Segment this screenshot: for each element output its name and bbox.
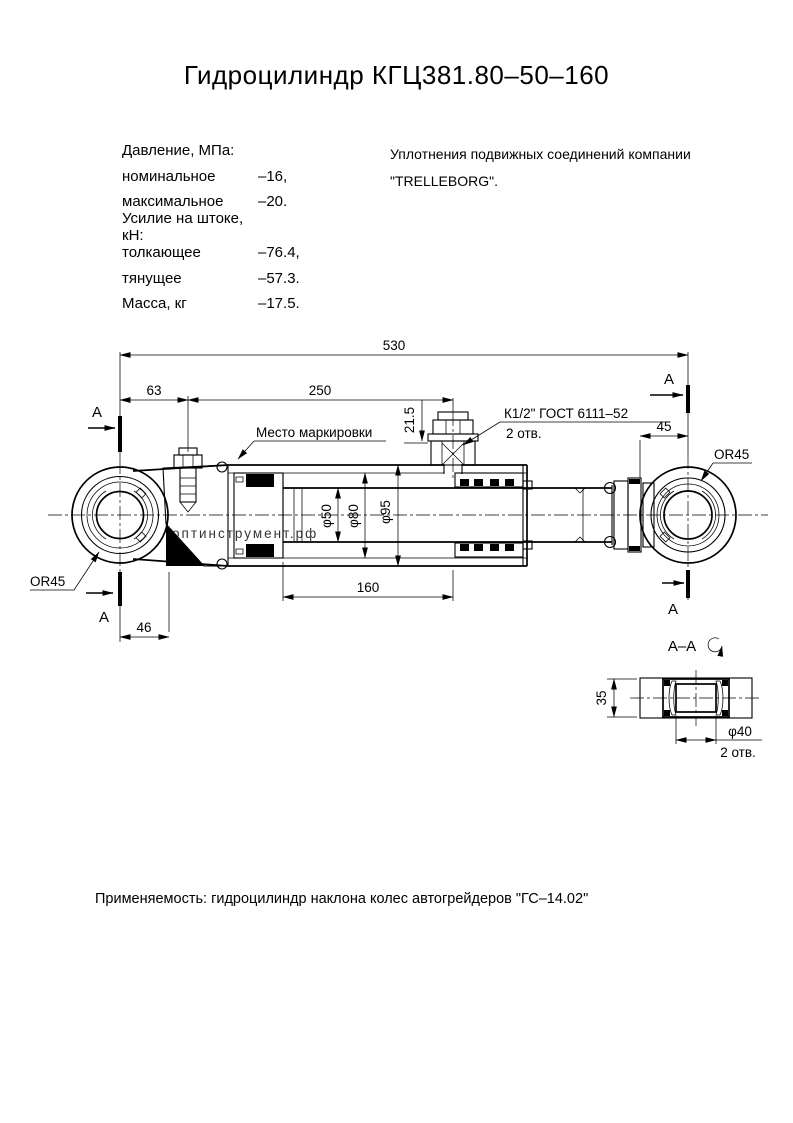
spec-label: Давление, МПа: <box>122 142 235 160</box>
spec-value: –20. <box>258 193 288 211</box>
dimensions <box>30 355 762 744</box>
rotated-section-icon <box>708 638 722 652</box>
watermark: оптинструмент.рф <box>172 526 319 541</box>
label-port-spec: К1/2" ГОСТ 6111–52 <box>504 406 629 421</box>
label-or45-left: OR45 <box>30 574 66 589</box>
page-title: Гидроцилиндр КГЦ381.80–50–160 <box>183 60 610 90</box>
dia-rod: φ50 <box>319 504 334 528</box>
dim-eye-to-port: 63 <box>146 383 162 398</box>
spec-value: –57.3. <box>258 269 300 287</box>
dia-bore: φ80 <box>346 504 361 528</box>
dim-overall-length: 530 <box>382 338 406 353</box>
dim-ports-span: 250 <box>308 383 332 398</box>
spec-label: Масса, кг <box>122 295 187 313</box>
tube-wall-top <box>228 465 527 473</box>
spec-value: –16, <box>258 167 288 185</box>
weld-bead-bottom <box>217 559 227 569</box>
label-port-holes: 2 отв. <box>506 426 542 441</box>
rear-port-plug <box>174 448 202 512</box>
section-letter-top-right: А <box>663 371 675 388</box>
rear-eye <box>72 465 228 566</box>
spec-label: толкающее <box>122 244 201 262</box>
dim-rod-eye-offset: 45 <box>656 419 672 434</box>
dia-eye-bore: φ40 <box>728 724 752 739</box>
section-letter-top-left: А <box>91 404 103 421</box>
dim-stroke: 160 <box>356 580 380 595</box>
label-eye-holes: 2 отв. <box>720 745 756 760</box>
dia-tube-od: φ95 <box>378 500 393 524</box>
piston <box>234 473 283 558</box>
application-note: Применяемость: гидроцилиндр наклона колес автогрейдеров "ГС–14.02" <box>95 891 589 907</box>
section-title: А–А <box>667 638 697 655</box>
dim-port-height: 21.5 <box>402 406 417 434</box>
seal-note-line2: "TRELLEBORG". <box>390 173 498 189</box>
spec-label: максимальное <box>122 193 224 211</box>
spec-value: –17.5. <box>258 295 300 313</box>
tube-wall-bottom <box>228 558 527 566</box>
spec-label: Усилие на штоке, кН: <box>122 210 244 245</box>
dim-eye-width: 35 <box>594 690 609 706</box>
label-or45-right: OR45 <box>714 447 750 462</box>
weld-bead-top <box>217 462 227 472</box>
label-marking-spot: Место маркировки <box>256 425 373 440</box>
seal-note-line1: Уплотнения подвижных соединений компании <box>390 146 691 162</box>
spec-label: тянущее <box>122 269 182 287</box>
dim-rear-eye-offset: 46 <box>136 620 152 635</box>
section-letter-bottom-left: А <box>98 609 110 626</box>
spec-value: –76.4, <box>258 244 300 262</box>
spec-label: номинальное <box>122 167 216 185</box>
section-letter-bottom-right: А <box>667 601 679 618</box>
